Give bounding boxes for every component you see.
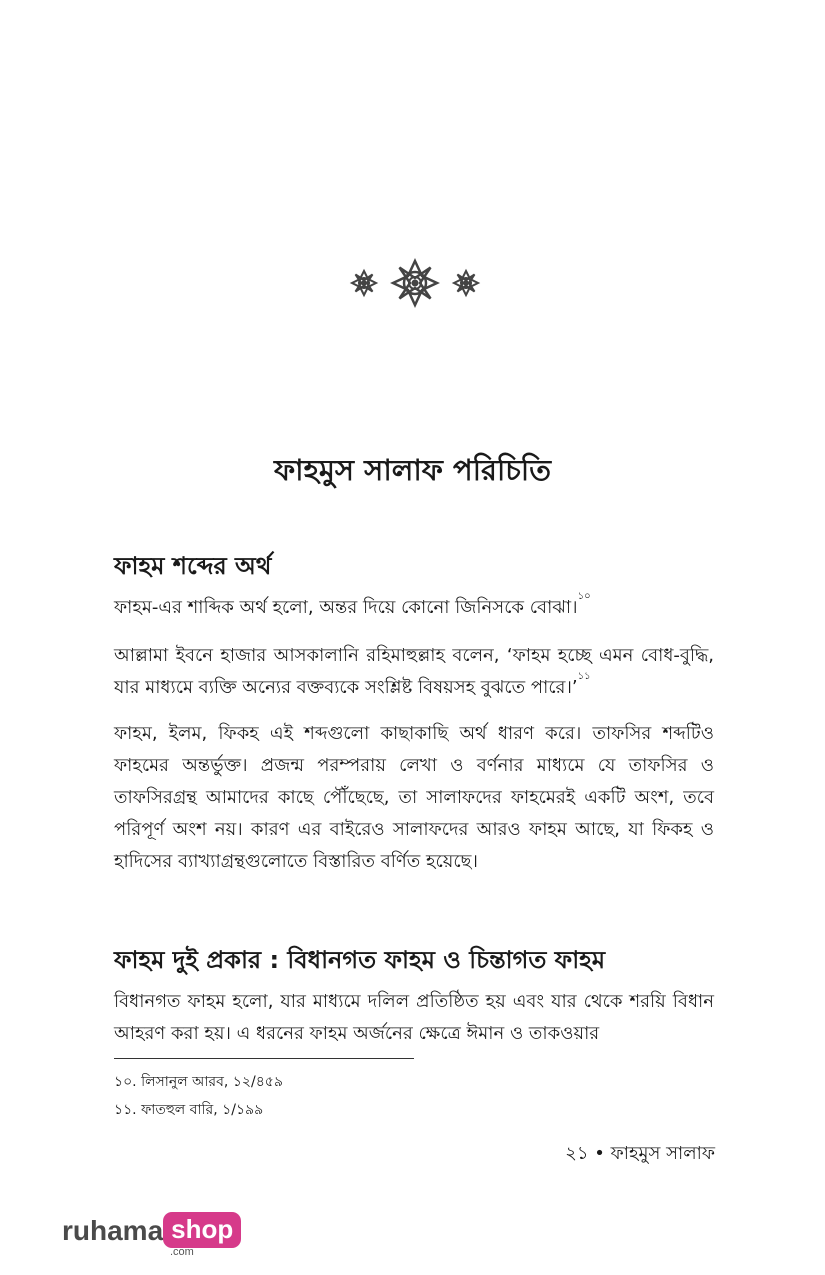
chapter-title: ফাহমুস সালাফ পরিচিতি — [273, 453, 551, 487]
footer-separator: • — [594, 1143, 605, 1164]
paragraph-types: বিধানগত ফাহম হলো, যার মাধ্যমে দলিল প্রতিষ্ঠিত হয় এবং যার থেকে শরয়ি বিধান আহরণ করা হয়। এ ধরনের ফাহম অর্জনের ক্ষেত্রে ঈমান ও তাকওয়ার — [114, 991, 714, 1044]
section-heading-types: ফাহম দুই প্রকার : বিধানগত ফাহম ও চিন্তাগত ফাহম — [114, 946, 606, 974]
footnote-ref: ১০ — [577, 591, 591, 602]
paragraph-text: আল্লামা ইবনে হাজার আসকালানি রহিমাহুল্লাহ বলেন, ‘ফাহম হচ্ছে এমন বোধ-বুদ্ধি, যার মাধ্যমে ব্যক্তি অন্যের বক্তব্যকে সংশ্লিষ্ট বিষয়সহ বুঝতে পারে।’ — [114, 645, 714, 698]
book-title: ফাহমুস সালাফ — [610, 1143, 715, 1164]
paragraph-explanation: ফাহম, ইলম, ফিকহ এই শব্দগুলো কাছাকাছি অর্থ ধারণ করে। তাফসির শব্দটিও ফাহমের অন্তর্ভুক্ত। প্রজন্ম পরম্পরায় লেখা ও বর্ণনার মাধ্যমে যে তাফসির ও তাফসিরগ্রন্থ আমাদের কাছে পৌঁছেছে, তা সালাফদের ফাহমেরই একটি অংশ, তবে পরিপূর্ণ অংশ নয়। কারণ এর বাইরেও সালাফদের আরও ফাহম আছে, যা ফিকহ ও হাদিসের ব্যাখ্যাগ্রন্থগুলোতে বিস্তারিত বর্ণিত হয়েছে। — [114, 723, 714, 872]
section-heading-meaning: ফাহম শব্দের অর্থ — [114, 552, 272, 580]
paragraph-quote — [114, 640, 714, 704]
logo-text-ruhama: ruhama — [62, 1215, 164, 1246]
logo-text-com: .com — [170, 1246, 194, 1258]
footnote-11: ১১. ফাতহুল বারি, ১/১৯৯ — [114, 1102, 264, 1118]
footnote-divider — [114, 1058, 414, 1059]
floral-ornament-icon — [340, 254, 490, 312]
ruhamashop-logo — [62, 1212, 241, 1258]
page-footer — [565, 1139, 715, 1170]
logo-text-shop: shop — [163, 1212, 241, 1248]
paragraph-text: ফাহম-এর শাব্দিক অর্থ হলো, অন্তর দিয়ে কোনো জিনিসকে বোঝা। — [114, 597, 578, 618]
footnote-ref: ১১ — [577, 671, 591, 682]
footnote-10: ১০. লিসানুল আরব, ১২/৪৫৯ — [114, 1074, 283, 1090]
page-number: ২১ — [565, 1143, 589, 1164]
paragraph-meaning — [114, 592, 714, 624]
